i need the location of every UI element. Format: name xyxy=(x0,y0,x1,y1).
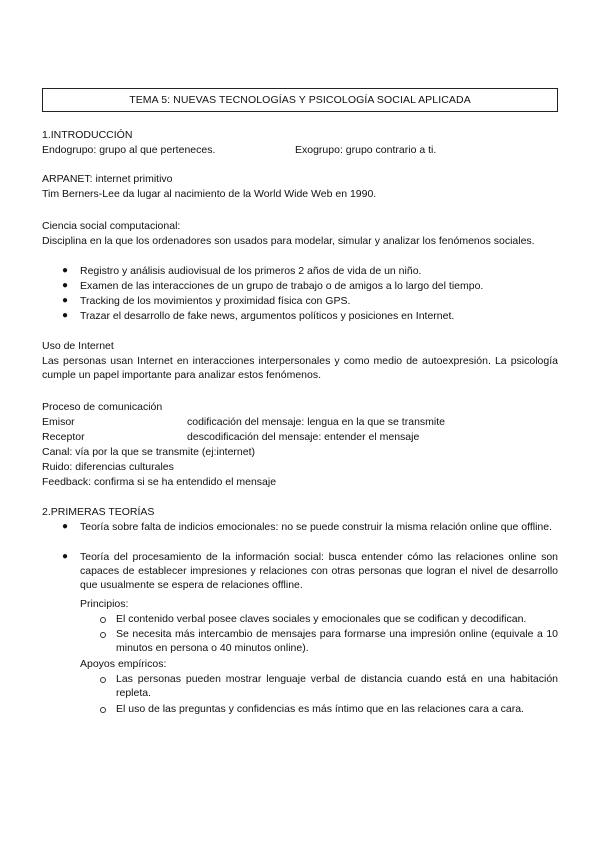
emisor-text: codificación del mensaje: lengua en la que se transmite xyxy=(187,416,445,428)
proceso-heading: Proceso de comunicación xyxy=(42,401,163,413)
bullet-dot: ● xyxy=(62,295,69,306)
teoria-bullet-1: Teoría sobre falta de indicios emocionales: no se puede construir la misma relación online que offline. xyxy=(80,521,552,533)
bullet-dot: ● xyxy=(62,551,69,562)
exogrupo-text: Exogrupo: grupo contrario a ti. xyxy=(295,144,437,156)
ciencia-bullet: Trazar el desarrollo de fake news, argumentos políticos y posiciones en Internet. xyxy=(80,310,455,322)
ciencia-bullet: Examen de las interacciones de un grupo de trabajo o de amigos a lo largo del tiempo. xyxy=(80,280,484,292)
principios-label: Principios: xyxy=(80,598,129,610)
uso-heading: Uso de Internet xyxy=(42,340,114,352)
bullet-dot: ● xyxy=(62,265,69,276)
bullet-dot: ● xyxy=(62,521,69,532)
bullet-dot: ● xyxy=(62,310,69,321)
ciencia-text: Disciplina en la que los ordenadores son usados para modelar, simular y analizar los fenómenos sociales. xyxy=(42,235,535,247)
principio-item: El contenido verbal posee claves sociales y emocionales que se codifican y decodifican. xyxy=(116,613,527,625)
principio-item: Se necesita más intercambio de mensajes para formarse una impresión online (equivale a 10 minutos en persona o 40 minutos online). xyxy=(116,628,558,654)
canal-text: Canal: vía por la que se transmite (ej:internet) xyxy=(42,446,256,458)
intro-heading: 1.INTRODUCCIÓN xyxy=(42,129,133,141)
endogrupo-text: Endogrupo: grupo al que perteneces. xyxy=(42,144,216,156)
receptor-text: descodificación del mensaje: entender el mensaje xyxy=(187,431,420,443)
ruido-text: Ruido: diferencias culturales xyxy=(42,461,174,473)
apoyo-item: Las personas pueden mostrar lenguaje verbal de distancia cuando está en una habitación repleta. xyxy=(116,673,558,699)
feedback-text: Feedback: confirma si se ha entendido el mensaje xyxy=(42,476,277,488)
sub-bullet-circle xyxy=(100,677,106,683)
ciencia-heading: Ciencia social computacional: xyxy=(42,220,181,232)
sub-bullet-circle xyxy=(100,617,106,623)
ciencia-bullet: Tracking de los movimientos y proximidad física con GPS. xyxy=(80,295,351,307)
arpanet-heading: ARPANET: internet primitivo xyxy=(42,173,173,185)
sub-bullet-circle xyxy=(100,707,106,713)
receptor-label: Receptor xyxy=(42,431,85,443)
uso-text: Las personas usan Internet en interacciones interpersonales y como medio de autoexpresión. La psicología cumple un papel importante para analizar estos fenómenos. xyxy=(42,355,558,381)
apoyo-item: El uso de las preguntas y confidencias es más íntimo que en las relaciones cara a cara. xyxy=(116,703,524,715)
emisor-label: Emisor xyxy=(42,416,75,428)
title-text: TEMA 5: NUEVAS TECNOLOGÍAS Y PSICOLOGÍA SOCIAL APLICADA xyxy=(129,94,471,106)
apoyos-label: Apoyos empíricos: xyxy=(80,658,167,670)
teorias-heading: 2.PRIMERAS TEORÍAS xyxy=(42,506,155,518)
arpanet-text: Tim Berners-Lee da lugar al nacimiento de la World Wide Web en 1990. xyxy=(42,188,377,200)
teoria-bullet-2: Teoría del procesamiento de la información social: busca entender cómo las relaciones online son capaces de establecer impresiones y relaciones con otras personas que logran el nivel de desarrollo que usualmente se espera de relaciones offline. xyxy=(80,551,558,591)
document-title xyxy=(42,88,558,112)
bullet-dot: ● xyxy=(62,280,69,291)
sub-bullet-circle xyxy=(100,632,106,638)
ciencia-bullet: Registro y análisis audiovisual de los primeros 2 años de vida de un niño. xyxy=(80,265,422,277)
